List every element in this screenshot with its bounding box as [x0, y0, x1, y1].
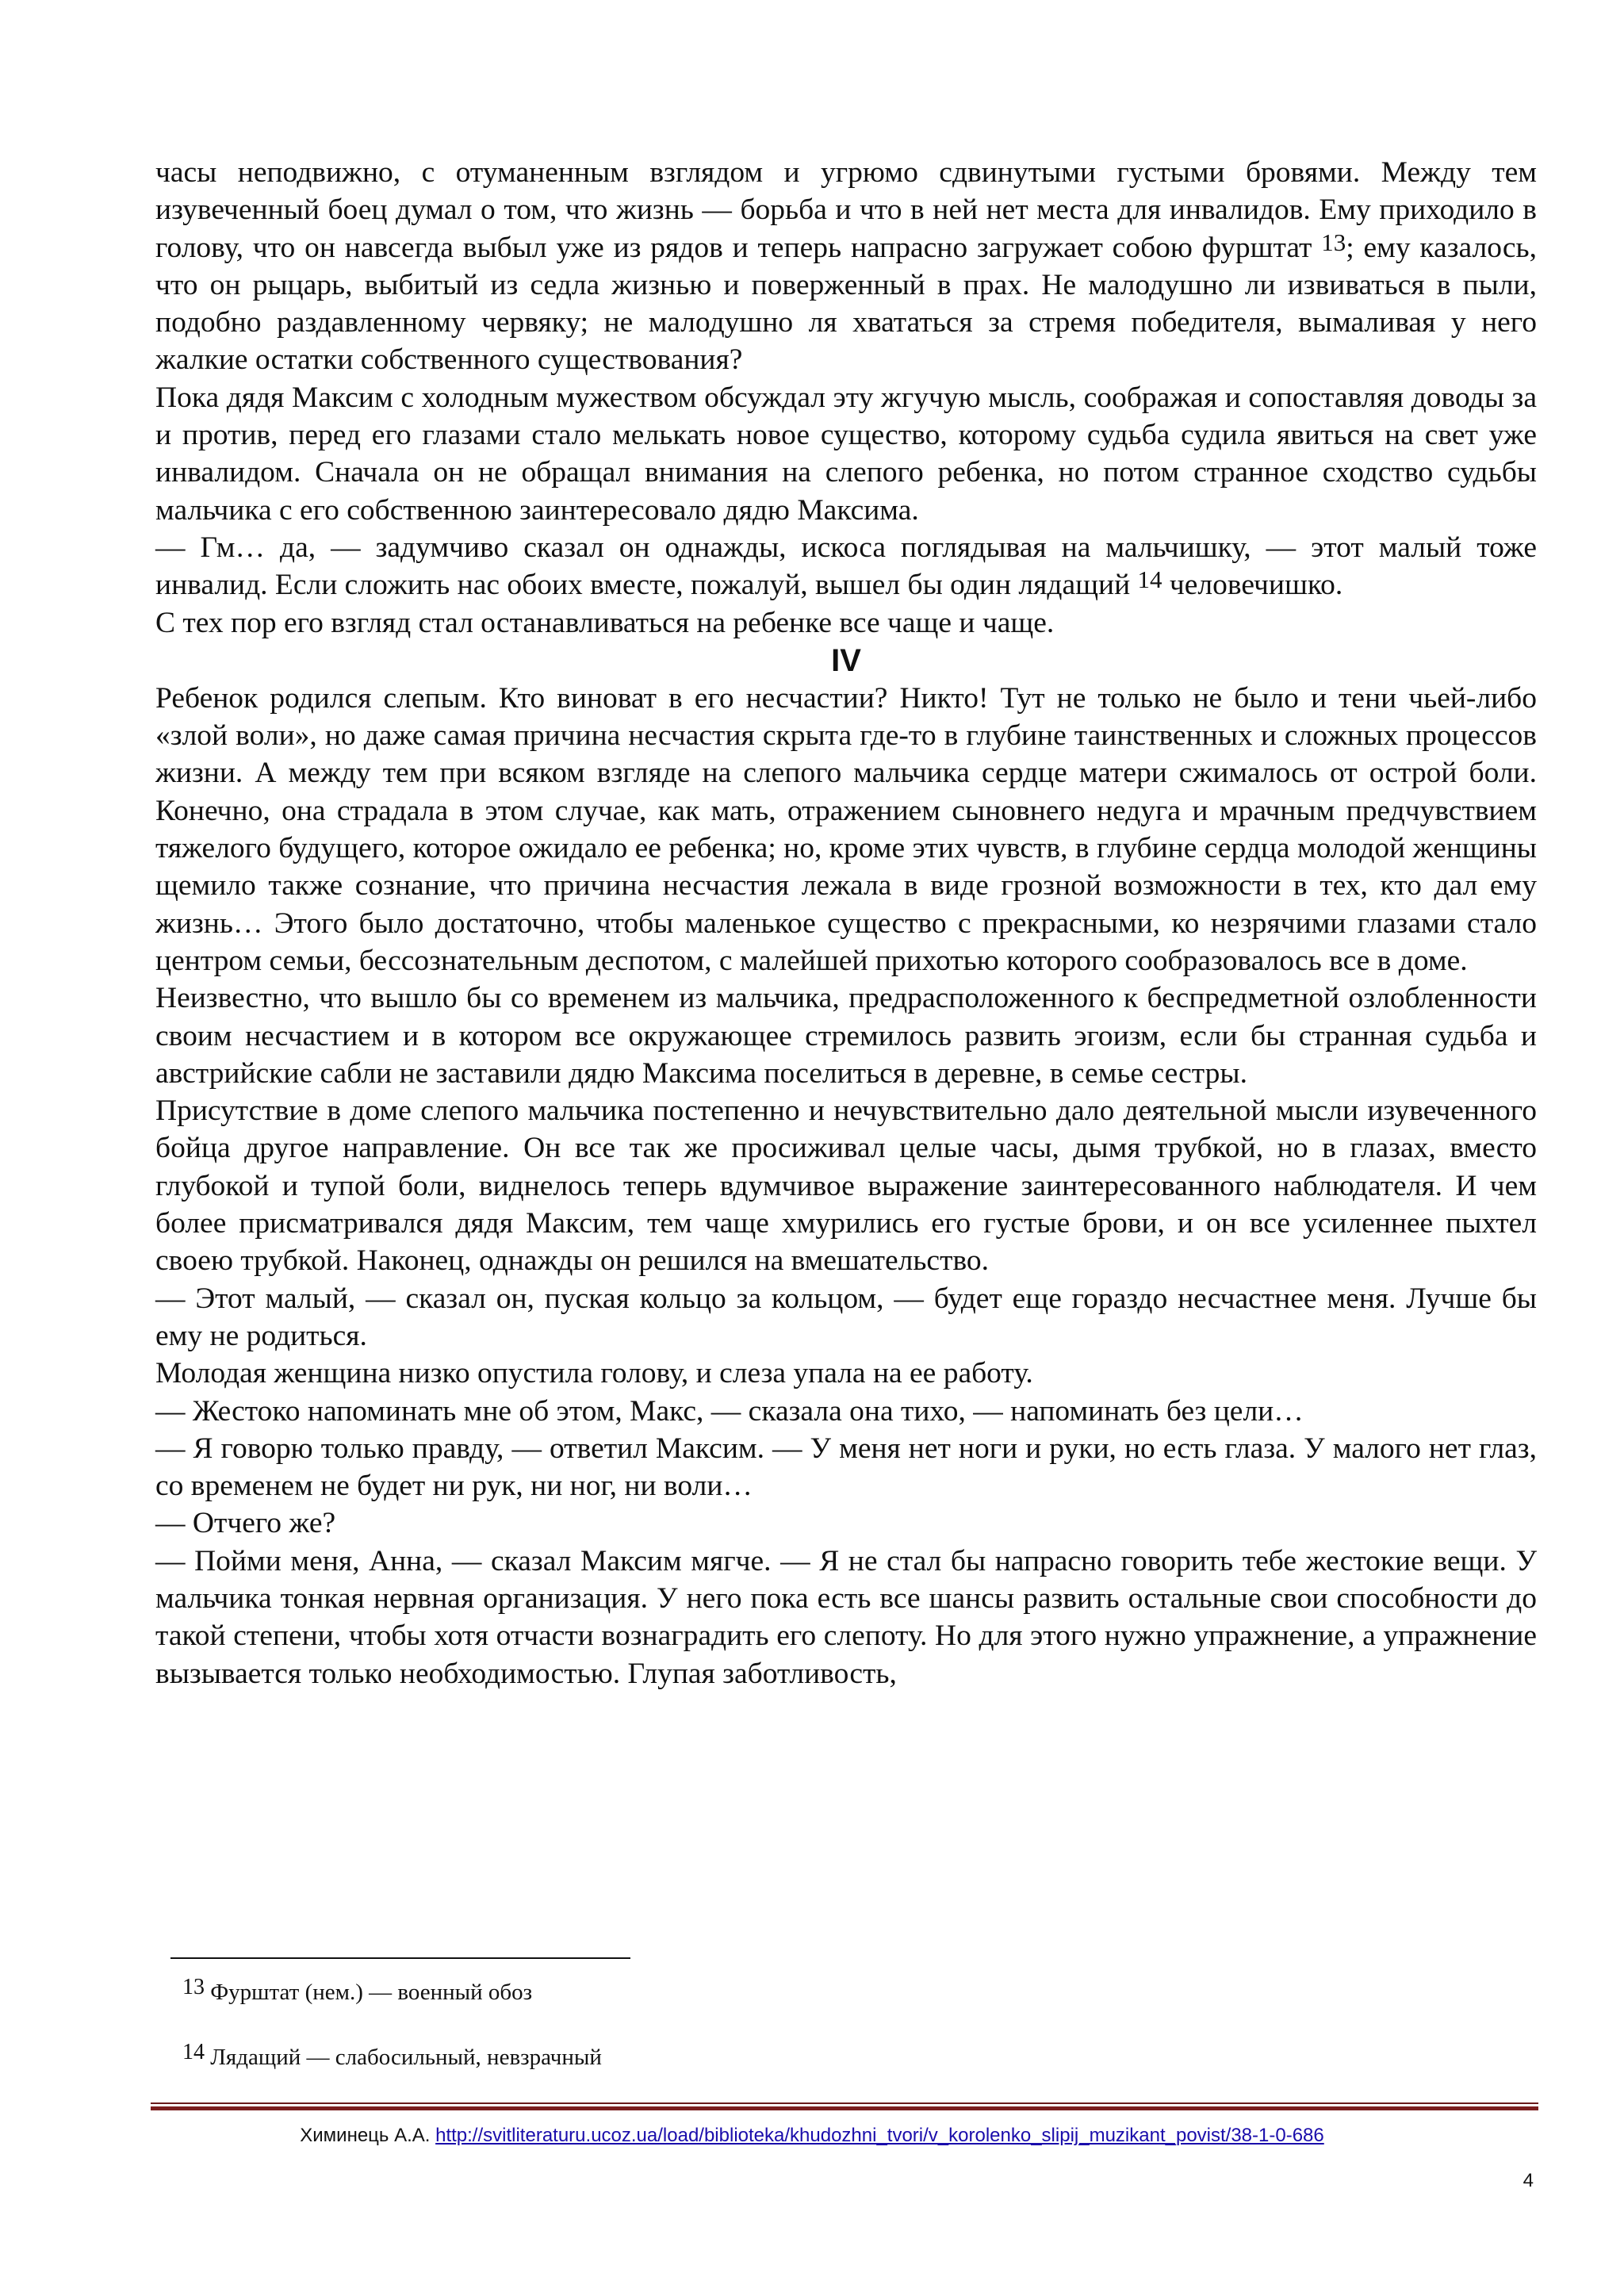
footnote-separator — [170, 1957, 630, 1959]
footnote-14 — [182, 2040, 602, 2072]
paragraph: — Этот малый, — сказал он, пуская кольцо за кольцом, — будет еще гораздо несчастнее меня. Лучше бы ему не родиться. — [155, 1282, 1537, 1352]
paragraph: С тех пор его взгляд стал останавливаться на ребенке все чаще и чаще. — [155, 606, 1055, 639]
main-text — [155, 154, 1537, 1692]
paragraph: Молодая женщина низко опустила голову, и слеза упала на ее работу. — [155, 1357, 1033, 1390]
footnote-text: Лядащий — слабосильный, невзрачный — [205, 2045, 602, 2070]
paragraph: — Пойми меня, Анна, — сказал Максим мягче. — Я не стал бы напрасно говорить тебе жестокие вещи. У мальчика тонкая нервная организация. У него пока есть все шансы развить остальные свои способности до такой степени, чтобы хотя отчасти вознаградить его слепоту. Но для этого нужно упражнение, а упражнение вызывается только необходимостью. Глупая заботливость, — [155, 1544, 1537, 1690]
chapter-heading: IV — [831, 642, 861, 678]
footnote-text: Фурштат (нем.) — военный обоз — [205, 1980, 533, 2005]
paragraph: Неизвестно, что вышло бы со временем из мальчика, предрасположенного к беспредметной озлобленности своим несчастием и в котором все окружающее стремилось развить эгоизм, если бы странная судьба и австрийские сабли не заставили дядю Максима поселиться в деревне, в семье сестры. — [155, 982, 1537, 1090]
footnote-marker: 14 — [182, 2040, 205, 2064]
paragraph: Присутствие в доме слепого мальчика постепенно и нечувствительно дало деятельной мысли изувеченного бойца другое направление. Он все так же просиживал целые часы, дымя трубкой, но в глазах, вместо глубокой и тупой боли, виднелось теперь вдумчивое выражение заинтересованного наблюдателя. И чем более присматривался дядя Максим, тем чаще хмурились его густые брови, и он все усиленнее пыхтел своею трубкой. Наконец, однажды он решился на вмешательство. — [155, 1094, 1537, 1278]
footnote-ref-13[interactable]: 13 — [1321, 228, 1346, 256]
paragraph: — Жестоко напоминать мне об этом, Макс, — сказала она тихо, — напоминать без цели… — [155, 1394, 1304, 1428]
footer-source-link[interactable]: http://svitliteraturu.ucoz.ua/load/biblioteka/khudozhni_tvori/v_korolenko_slipij_muzikant_povist/38-1-0-686 — [435, 2125, 1324, 2146]
paragraph: Ребенок родился слепым. Кто виноват в его несчастии? Никто! Тут не только не было и тени чьей-либо «злой воли», но даже самая причина несчастия скрыта где-то в глубине таинственных и сложных процессов жизни. А между тем при всяком взгляде на слепого мальчика сердце матери сжималось от острой боли. Конечно, она страдала в этом случае, как мать, отражением сыновнего недуга и мрачным предчувствием тяжелого будущего, которое ожидало ее ребенка; но, кроме этих чувств, в глубине сердца молодой женщины щемило также сознание, что причина несчастия лежала в виде грозной возможности в тех, кто дал ему жизнь… Этого было достаточно, чтобы маленькое существо с прекрасными, ко незрячими глазами стало центром семьи, бессознательным деспотом, с малейшей прихотью которого сообразовалось все в доме. — [155, 681, 1537, 977]
footer-rule-thick — [151, 2106, 1538, 2110]
paragraph-text: ; ему казалось, что он рыцарь, выбитый из седла жизнью и поверженный в прах. Не малодушно ли извиваться в пыли, подобно раздавленному червяку; не малодушно ля хвататься за стремя победителя, вымаливая у него жалкие остатки собственного существования? — [155, 231, 1538, 377]
footer-rule-thin — [151, 2102, 1538, 2104]
paragraph-text: человечишко. — [1162, 569, 1343, 602]
page-footer — [0, 2124, 1624, 2148]
paragraph: — Отчего же? — [155, 1507, 336, 1540]
footer-author: Химинець А.А. — [300, 2125, 436, 2146]
paragraph: — Я говорю только правду, — ответил Максим. — У меня нет ноги и руки, но есть глаза. У малого нет глаз, со временем не будет ни рук, ни ног, ни воли… — [155, 1432, 1537, 1503]
paragraph-text: часы неподвижно, с отуманенным взглядом и угрюмо сдвинутыми густыми бровями. Между тем изувеченный боец думал о том, что жизнь — борьба и что в ней нет места для инвалидов. Ему приходило в голову, что он навсегда выбыл уже из рядов и теперь напрасно загружает собою фурштат — [155, 156, 1537, 264]
page-number: 4 — [1522, 2170, 1534, 2191]
footnote-ref-14[interactable]: 14 — [1137, 565, 1162, 594]
paragraph-text: — Гм… да, — задумчиво сказал он однажды, искоса поглядывая на мальчишку, — этот малый тоже инвалид. Если сложить нас обоих вместе, пожалуй, вышел бы один лядащий — [155, 531, 1537, 602]
paragraph — [155, 154, 1537, 379]
paragraph — [155, 529, 1537, 604]
footnote-13 — [182, 1975, 533, 2007]
footnote-marker: 13 — [182, 1975, 205, 1999]
paragraph: Пока дядя Максим с холодным мужеством обсуждал эту жгучую мысль, соображая и сопоставляя доводы за и против, перед его глазами стало мелькать новое существо, которому судьба судила явиться на свет уже инвалидом. Сначала он не обращал внимания на слепого ребенка, но потом странное сходство судьбы мальчика с его собственною заинтересовало дядю Максима. — [155, 381, 1537, 527]
